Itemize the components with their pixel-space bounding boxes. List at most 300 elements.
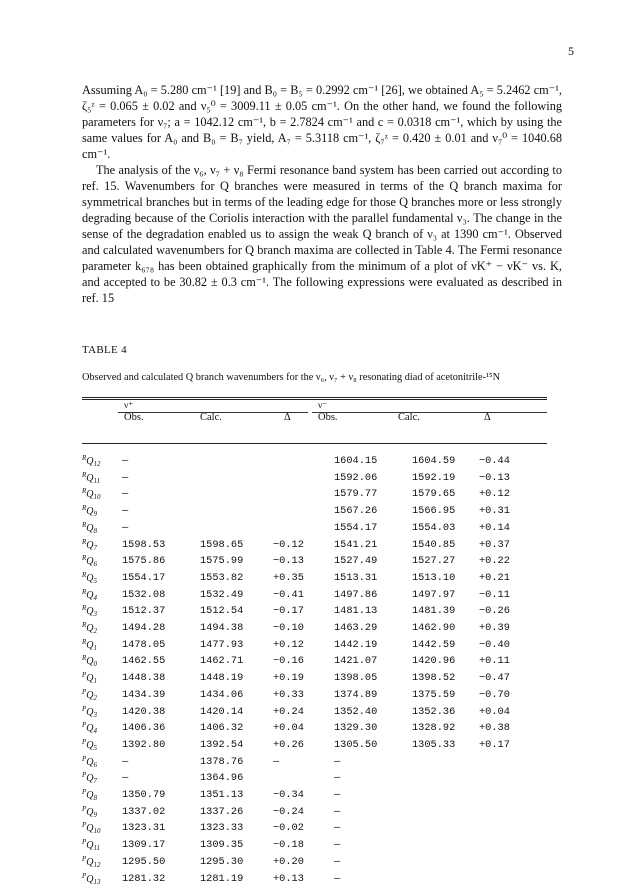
delta-minus-cell — [479, 837, 519, 854]
col-header-calc-plus: Calc. — [200, 412, 222, 423]
obs-minus-cell: — — [334, 755, 341, 768]
calc-plus-cell: 1434.06 — [200, 688, 244, 701]
branch-superscript: P — [82, 704, 87, 713]
calc-plus-cell: 1512.54 — [200, 605, 244, 618]
table-row — [82, 620, 519, 637]
branch-k-subscript: 9 — [93, 810, 98, 819]
data-table — [82, 453, 519, 887]
obs-minus-cell: — — [334, 839, 341, 852]
obs-minus-cell: 1541.21 — [334, 538, 378, 551]
branch-label — [82, 704, 122, 721]
branch-k-subscript: 6 — [93, 760, 98, 769]
col-header-delta-plus: Δ — [284, 412, 291, 423]
calc-plus-cell — [200, 486, 273, 503]
branch-label — [82, 470, 122, 487]
obs-minus-cell: — — [334, 772, 341, 785]
calc-minus-cell — [412, 770, 479, 787]
calc-minus-cell: 1579.65 — [412, 488, 456, 501]
branch-q-letter: Q — [86, 656, 94, 668]
branch-label — [82, 503, 122, 520]
obs-minus-cell: 1305.50 — [334, 738, 378, 751]
calc-minus-cell: 1497.97 — [412, 588, 456, 601]
obs-plus-cell: — — [122, 455, 129, 467]
obs-plus-cell: — — [122, 755, 129, 768]
branch-k-subscript: 1 — [93, 677, 98, 686]
branch-superscript: P — [82, 821, 87, 830]
delta-plus-cell: −0.17 — [273, 605, 304, 618]
obs-plus-cell: 1350.79 — [122, 789, 166, 802]
table-row — [82, 503, 519, 520]
branch-label — [82, 520, 122, 537]
branch-superscript: P — [82, 737, 87, 746]
delta-plus-cell: +0.04 — [273, 722, 304, 735]
branch-q-letter: Q — [86, 689, 94, 701]
branch-q-letter: Q — [86, 739, 94, 751]
delta-plus-cell — [273, 770, 334, 787]
branch-k-subscript: 13 — [93, 877, 101, 886]
col-header-calc-minus: Calc. — [398, 412, 420, 423]
branch-q-letter: Q — [86, 589, 94, 601]
branch-superscript: R — [82, 654, 87, 663]
branch-superscript: P — [82, 838, 87, 847]
obs-minus-cell: — — [334, 855, 341, 868]
delta-minus-cell — [479, 854, 519, 871]
branch-k-subscript: 12 — [93, 460, 101, 468]
delta-minus-cell: −0.47 — [479, 672, 510, 685]
calc-minus-cell: 1513.10 — [412, 571, 456, 584]
branch-superscript: P — [82, 804, 87, 813]
obs-plus-cell: — — [122, 471, 129, 484]
branch-label — [82, 570, 122, 587]
calc-plus-cell: 1295.30 — [200, 855, 244, 868]
branch-superscript: R — [82, 587, 87, 596]
obs-plus-cell: 1448.38 — [122, 672, 166, 685]
calc-minus-cell — [412, 854, 479, 871]
branch-q-letter: Q — [86, 856, 94, 868]
obs-plus-cell: 1575.86 — [122, 555, 166, 568]
delta-plus-cell — [273, 520, 334, 537]
branch-label — [82, 820, 122, 837]
calc-minus-cell: 1305.33 — [412, 738, 456, 751]
group-header-nu-minus: ν⁻ — [318, 401, 328, 411]
calc-minus-cell: 1554.03 — [412, 521, 456, 534]
branch-k-subscript: 1 — [93, 643, 98, 652]
obs-minus-cell: 1567.26 — [334, 505, 378, 518]
obs-plus-cell: 1295.50 — [122, 855, 166, 868]
obs-minus-cell: 1513.31 — [334, 571, 378, 584]
delta-minus-cell: +0.11 — [479, 655, 510, 668]
obs-minus-cell: 1592.06 — [334, 471, 378, 484]
obs-plus-cell: 1406.36 — [122, 722, 166, 735]
calc-plus-cell: 1281.19 — [200, 872, 244, 885]
branch-q-letter: Q — [86, 539, 94, 551]
branch-superscript: P — [82, 671, 87, 680]
branch-label — [82, 670, 122, 687]
obs-minus-cell: 1497.86 — [334, 588, 378, 601]
group-header-nu-plus: ν⁺ — [124, 401, 134, 411]
branch-k-subscript: 2 — [93, 627, 98, 636]
branch-label — [82, 754, 122, 771]
obs-plus-cell: 1392.80 — [122, 738, 166, 751]
obs-plus-cell: 1434.39 — [122, 688, 166, 701]
branch-label — [82, 587, 122, 604]
delta-plus-cell: −0.41 — [273, 588, 304, 601]
obs-plus-cell: 1281.32 — [122, 872, 166, 885]
col-header-obs-minus: Obs. — [318, 412, 338, 423]
branch-label — [82, 553, 122, 570]
branch-superscript: R — [82, 470, 87, 479]
delta-plus-cell: +0.24 — [273, 705, 304, 718]
obs-minus-cell: 1527.49 — [334, 555, 378, 568]
branch-superscript: P — [82, 721, 87, 730]
branch-q-letter: Q — [86, 472, 94, 484]
calc-minus-cell — [412, 787, 479, 804]
branch-superscript: R — [82, 604, 87, 613]
branch-label — [82, 787, 122, 804]
obs-plus-cell: 1598.53 — [122, 538, 166, 551]
branch-q-letter: Q — [86, 456, 94, 467]
table-row — [82, 720, 519, 737]
delta-plus-cell: −0.10 — [273, 622, 304, 635]
table-row — [82, 871, 519, 887]
page-number: 5 — [568, 44, 574, 58]
branch-k-subscript: 2 — [93, 693, 98, 702]
table-row — [82, 820, 519, 837]
obs-plus-cell: 1337.02 — [122, 805, 166, 818]
calc-plus-cell: 1420.14 — [200, 705, 244, 718]
branch-k-subscript: 8 — [93, 794, 98, 803]
table-row — [82, 486, 519, 503]
calc-minus-cell: 1442.59 — [412, 638, 456, 651]
delta-minus-cell: +0.17 — [479, 738, 510, 751]
branch-label — [82, 737, 122, 754]
delta-plus-cell: — — [273, 755, 280, 768]
calc-minus-cell: 1328.92 — [412, 722, 456, 735]
calc-plus-cell: 1406.32 — [200, 722, 244, 735]
delta-minus-cell: −0.44 — [479, 455, 510, 467]
branch-k-subscript: 3 — [93, 710, 98, 719]
calc-minus-cell: 1352.36 — [412, 705, 456, 718]
calc-minus-cell: 1420.96 — [412, 655, 456, 668]
delta-plus-cell: −0.34 — [273, 789, 304, 802]
branch-k-subscript: 11 — [93, 476, 100, 485]
calc-minus-cell: 1375.59 — [412, 688, 456, 701]
delta-minus-cell: +0.22 — [479, 555, 510, 568]
branch-q-letter: Q — [86, 773, 94, 785]
table-row — [82, 470, 519, 487]
table-label: TABLE 4 — [82, 344, 127, 356]
table-caption: Observed and calculated Q branch wavenumbers for the ν₆, ν₇ + ν₈ resonating diad of acetonitrile-¹⁵N — [82, 372, 501, 383]
obs-plus-cell: 1420.38 — [122, 705, 166, 718]
table-row — [82, 570, 519, 587]
delta-plus-cell: −0.18 — [273, 839, 304, 852]
header-bottom-rule — [82, 443, 547, 444]
branch-label — [82, 620, 122, 637]
calc-minus-cell — [412, 820, 479, 837]
calc-minus-cell: 1462.90 — [412, 622, 456, 635]
calc-plus-cell: 1575.99 — [200, 555, 244, 568]
calc-minus-cell — [412, 837, 479, 854]
group-rule-minus — [312, 412, 547, 413]
delta-minus-cell: +0.38 — [479, 722, 510, 735]
branch-k-subscript: 12 — [93, 860, 101, 869]
table-row — [82, 553, 519, 570]
delta-minus-cell: +0.04 — [479, 705, 510, 718]
branch-superscript: R — [82, 487, 87, 496]
delta-minus-cell: +0.39 — [479, 622, 510, 635]
calc-plus-cell: 1364.96 — [200, 772, 244, 785]
obs-minus-cell: — — [334, 822, 341, 835]
branch-superscript: R — [82, 504, 87, 513]
delta-minus-cell: −0.40 — [479, 638, 510, 651]
branch-k-subscript: 8 — [93, 526, 98, 535]
branch-superscript: R — [82, 520, 87, 529]
calc-minus-cell: 1398.52 — [412, 672, 456, 685]
branch-label — [82, 603, 122, 620]
branch-q-letter: Q — [86, 790, 94, 802]
delta-plus-cell: +0.19 — [273, 672, 304, 685]
table-row — [82, 754, 519, 771]
branch-q-letter: Q — [86, 623, 94, 635]
obs-minus-cell: 1579.77 — [334, 488, 378, 501]
body-text — [82, 82, 562, 306]
table-row — [82, 670, 519, 687]
obs-minus-cell: 1374.89 — [334, 688, 378, 701]
calc-minus-cell: 1604.59 — [412, 455, 456, 467]
delta-minus-cell — [479, 787, 519, 804]
branch-q-letter: Q — [86, 606, 94, 618]
branch-label — [82, 804, 122, 821]
obs-plus-cell: 1512.37 — [122, 605, 166, 618]
obs-plus-cell: 1309.17 — [122, 839, 166, 852]
table-row — [82, 587, 519, 604]
branch-superscript: R — [82, 621, 87, 630]
calc-plus-cell: 1494.38 — [200, 622, 244, 635]
table-top-rule-double — [82, 399, 547, 400]
calc-minus-cell: 1527.27 — [412, 555, 456, 568]
delta-minus-cell: +0.14 — [479, 521, 510, 534]
obs-minus-cell: — — [334, 805, 341, 818]
delta-minus-cell — [479, 770, 519, 787]
table-row — [82, 704, 519, 721]
delta-minus-cell: +0.21 — [479, 571, 510, 584]
delta-minus-cell: −0.26 — [479, 605, 510, 618]
delta-plus-cell: +0.33 — [273, 688, 304, 701]
obs-minus-cell: 1463.29 — [334, 622, 378, 635]
calc-minus-cell: 1540.85 — [412, 538, 456, 551]
obs-minus-cell: 1352.40 — [334, 705, 378, 718]
obs-plus-cell: — — [122, 521, 129, 534]
table-row — [82, 687, 519, 704]
branch-label — [82, 720, 122, 737]
calc-plus-cell: 1553.82 — [200, 571, 244, 584]
calc-minus-cell: 1566.95 — [412, 505, 456, 518]
delta-plus-cell: +0.12 — [273, 638, 304, 651]
table-row — [82, 854, 519, 871]
obs-minus-cell: — — [334, 872, 341, 885]
obs-minus-cell: 1554.17 — [334, 521, 378, 534]
calc-plus-cell — [200, 503, 273, 520]
branch-superscript: P — [82, 771, 87, 780]
branch-q-letter: Q — [86, 756, 94, 768]
delta-minus-cell — [479, 871, 519, 887]
branch-q-letter: Q — [86, 806, 94, 818]
branch-label — [82, 637, 122, 654]
col-header-obs-plus: Obs. — [124, 412, 144, 423]
obs-plus-cell: 1323.31 — [122, 822, 166, 835]
delta-plus-cell: +0.26 — [273, 738, 304, 751]
table-row — [82, 453, 519, 470]
table-body — [82, 453, 519, 887]
branch-k-subscript: 4 — [93, 593, 98, 602]
delta-minus-cell — [479, 804, 519, 821]
branch-k-subscript: 3 — [93, 610, 98, 619]
obs-plus-cell: — — [122, 488, 129, 501]
delta-minus-cell: −0.13 — [479, 471, 510, 484]
calc-minus-cell — [412, 754, 479, 771]
calc-minus-cell — [412, 804, 479, 821]
calc-plus-cell: 1323.33 — [200, 822, 244, 835]
branch-k-subscript: 7 — [93, 777, 98, 786]
branch-q-letter: Q — [86, 572, 94, 584]
branch-label — [82, 453, 122, 470]
obs-minus-cell: 1481.13 — [334, 605, 378, 618]
obs-plus-cell: 1478.05 — [122, 638, 166, 651]
branch-superscript: P — [82, 754, 87, 763]
branch-label — [82, 871, 122, 887]
branch-k-subscript: 5 — [93, 743, 98, 752]
branch-q-letter: Q — [86, 823, 94, 835]
branch-superscript: R — [82, 570, 87, 579]
branch-q-letter: Q — [86, 873, 94, 885]
table-top-rule — [82, 397, 547, 398]
obs-minus-cell: 1604.15 — [334, 455, 378, 467]
delta-minus-cell — [479, 754, 519, 771]
delta-plus-cell: −0.12 — [273, 538, 304, 551]
delta-plus-cell: −0.24 — [273, 805, 304, 818]
delta-plus-cell: −0.16 — [273, 655, 304, 668]
table-row — [82, 770, 519, 787]
branch-label — [82, 537, 122, 554]
branch-superscript: R — [82, 637, 87, 646]
paragraph-2: The analysis of the ν₆, ν₇ + ν₈ Fermi resonance band system has been carried out according to ref. 15. Wavenumbers for Q branches were measured in terms of the Q branch maxima for symmetrical branches but in terms of the leading edge for those Q branches more or less strongly degrading because of the Coriolis interaction with the parallel fundamental ν₃. The change in the sense of the degradation enabled us to assign the weak Q branch of ν₃ at 1390 cm⁻¹. Observed and calculated wavenumbers for Q branch maxima are collected in Table 4. The Fermi resonance parameter k₆₇₈ has been obtained graphically from the minimum of a plot of νK⁺ − νK⁻ vs. K, and accepted to be 30.82 ± 0.3 cm⁻¹. The following expressions were evaluated as described in ref. 15 — [82, 163, 562, 305]
calc-plus-cell: 1477.93 — [200, 638, 244, 651]
branch-label — [82, 837, 122, 854]
branch-label — [82, 770, 122, 787]
branch-label — [82, 687, 122, 704]
branch-superscript: R — [82, 554, 87, 563]
delta-plus-cell: +0.13 — [273, 872, 304, 885]
table-row — [82, 787, 519, 804]
branch-label — [82, 653, 122, 670]
table-row — [82, 737, 519, 754]
table-row — [82, 603, 519, 620]
obs-plus-cell: — — [122, 505, 129, 518]
calc-plus-cell: 1462.71 — [200, 655, 244, 668]
calc-minus-cell: 1481.39 — [412, 605, 456, 618]
table-row — [82, 637, 519, 654]
delta-plus-cell: +0.35 — [273, 571, 304, 584]
branch-k-subscript: 9 — [93, 510, 98, 519]
obs-plus-cell: 1532.08 — [122, 588, 166, 601]
calc-plus-cell — [200, 470, 273, 487]
obs-minus-cell: — — [334, 789, 341, 802]
branch-superscript: P — [82, 871, 87, 880]
branch-k-subscript: 0 — [93, 660, 98, 669]
branch-q-letter: Q — [86, 673, 94, 685]
delta-plus-cell: −0.02 — [273, 822, 304, 835]
obs-plus-cell: — — [122, 772, 129, 785]
calc-plus-cell — [200, 520, 273, 537]
calc-plus-cell: 1337.26 — [200, 805, 244, 818]
branch-superscript: P — [82, 788, 87, 797]
branch-q-letter: Q — [86, 706, 94, 718]
delta-minus-cell: +0.37 — [479, 538, 510, 551]
calc-plus-cell: 1351.13 — [200, 789, 244, 802]
obs-plus-cell: 1462.55 — [122, 655, 166, 668]
delta-minus-cell — [479, 820, 519, 837]
obs-minus-cell: 1442.19 — [334, 638, 378, 651]
branch-k-subscript: 7 — [93, 543, 98, 552]
obs-minus-cell: 1421.07 — [334, 655, 378, 668]
obs-minus-cell: 1329.30 — [334, 722, 378, 735]
delta-plus-cell: −0.13 — [273, 555, 304, 568]
branch-k-subscript: 6 — [93, 560, 98, 569]
branch-q-letter: Q — [86, 556, 94, 568]
branch-q-letter: Q — [86, 639, 94, 651]
calc-plus-cell: 1448.19 — [200, 672, 244, 685]
branch-k-subscript: 10 — [93, 493, 101, 502]
branch-superscript: R — [82, 454, 87, 462]
calc-plus-cell — [200, 453, 273, 470]
delta-minus-cell: +0.31 — [479, 505, 510, 518]
branch-k-subscript: 10 — [93, 827, 101, 836]
branch-q-letter: Q — [86, 723, 94, 735]
obs-minus-cell: 1398.05 — [334, 672, 378, 685]
delta-minus-cell: −0.70 — [479, 688, 510, 701]
branch-superscript: P — [82, 687, 87, 696]
branch-label — [82, 486, 122, 503]
branch-q-letter: Q — [86, 489, 94, 501]
paragraph-1: Assuming A₀ = 5.280 cm⁻¹ [19] and B₀ = B₅ = 0.2992 cm⁻¹ [26], we obtained A₅ = 5.2462 cm⁻¹, ζ₅ᶻ = 0.065 ± 0.02 and ν₅⁰ = 3009.11 ± 0.05 cm⁻¹. On the other hand, we found the following parameters for ν₇; a = 1042.12 cm⁻¹, b = 2.7824 cm⁻¹ and c = 0.0318 cm⁻¹, which by using the same values for A₀ and B₀ = B₇ yield, A₇ = 5.3118 cm⁻¹, ζ₇ᶻ = 0.420 ± 0.01 and ν₇⁰ = 1040.68 cm⁻¹. — [82, 83, 562, 161]
branch-superscript: R — [82, 537, 87, 546]
calc-plus-cell: 1532.49 — [200, 588, 244, 601]
delta-plus-cell — [273, 470, 334, 487]
delta-plus-cell: +0.20 — [273, 855, 304, 868]
branch-k-subscript: 5 — [93, 576, 98, 585]
delta-minus-cell: +0.12 — [479, 488, 510, 501]
branch-q-letter: Q — [86, 840, 94, 852]
calc-plus-cell: 1378.76 — [200, 755, 244, 768]
obs-plus-cell: 1494.28 — [122, 622, 166, 635]
calc-plus-cell: 1309.35 — [200, 839, 244, 852]
delta-minus-cell: −0.11 — [479, 588, 510, 601]
table-row — [82, 804, 519, 821]
branch-q-letter: Q — [86, 506, 94, 518]
branch-k-subscript: 4 — [93, 727, 98, 736]
calc-plus-cell: 1598.65 — [200, 538, 244, 551]
calc-minus-cell: 1592.19 — [412, 471, 456, 484]
branch-superscript: P — [82, 854, 87, 863]
branch-k-subscript: 11 — [93, 844, 100, 853]
delta-plus-cell — [273, 486, 334, 503]
obs-plus-cell: 1554.17 — [122, 571, 166, 584]
delta-plus-cell — [273, 453, 334, 470]
branch-label — [82, 854, 122, 871]
table-row — [82, 837, 519, 854]
col-header-delta-minus: Δ — [484, 412, 491, 423]
calc-plus-cell: 1392.54 — [200, 738, 244, 751]
